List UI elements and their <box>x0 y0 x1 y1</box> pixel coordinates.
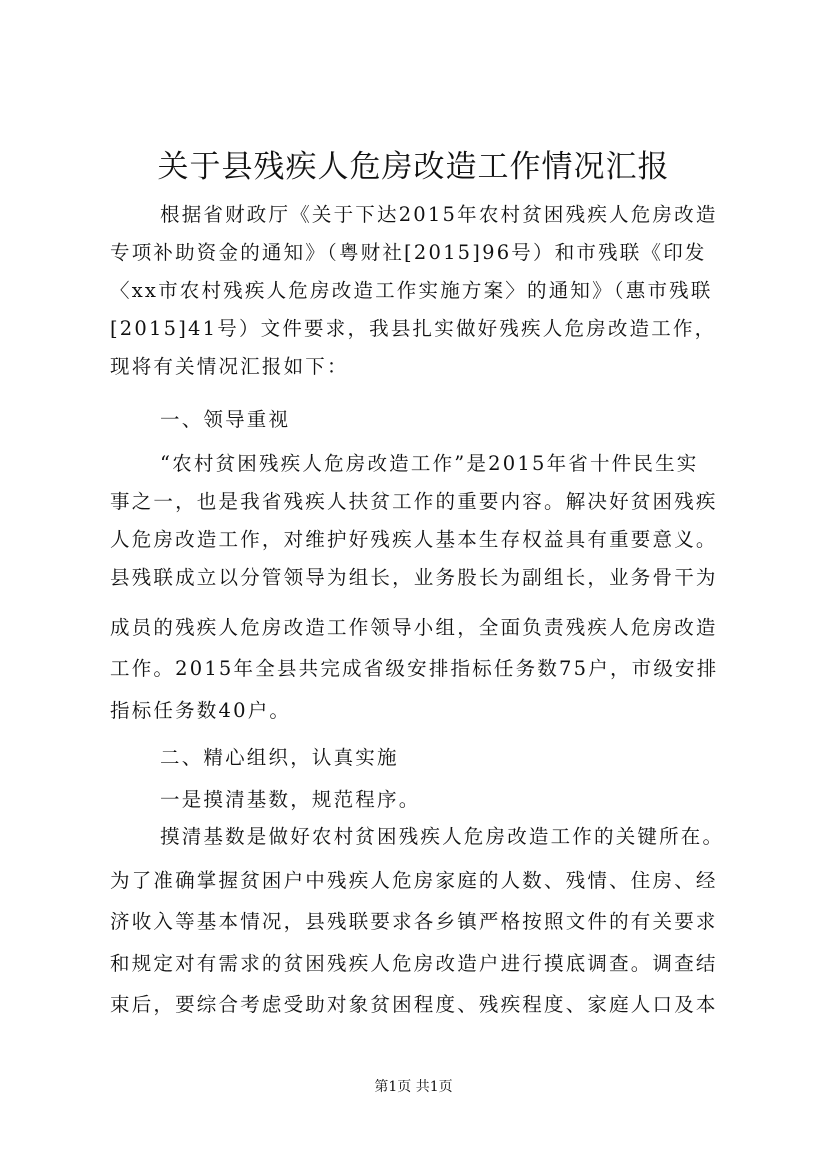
paragraph-line: 指标任务数40户。 <box>110 699 292 722</box>
paragraph-line: [2015]41号）文件要求，我县扎实做好残疾人危房改造工作， <box>110 317 717 340</box>
paragraph-line: 和规定对有需求的贫困残疾人危房改造户进行摸底调查。调查结 <box>110 952 718 975</box>
page-footer: 第1页 共1页 <box>374 1079 453 1095</box>
paragraph-line: 专项补助资金的通知》（粤财社[2015]96号）和市残联《印发 <box>110 241 707 264</box>
section-heading: 二、精心组织，认真实施 <box>160 746 399 769</box>
document-title: 关于县残疾人危房改造工作情况汇报 <box>157 149 670 185</box>
section-heading: 一、领导重视 <box>160 408 291 431</box>
paragraph-line: 束后，要综合考虑受助对象贫困程度、残疾程度、家庭人口及本 <box>110 993 718 1016</box>
paragraph-line: 人危房改造工作，对维护好残疾人基本生存权益具有重要意义。 <box>110 528 718 551</box>
paragraph-line: 工作。2015年全县共完成省级安排指标任务数75户，市级安排 <box>110 657 719 680</box>
paragraph-line: 县残联成立以分管领导为组长，业务股长为副组长，业务骨干为 <box>110 566 718 589</box>
paragraph-line: 摸清基数是做好农村贫困残疾人危房改造工作的关键所在。 <box>160 825 725 848</box>
paragraph-line: 现将有关情况汇报如下： <box>110 355 349 378</box>
paragraph-line: 事之一，也是我省残疾人扶贫工作的重要内容。解决好贫困残疾 <box>110 490 718 513</box>
paragraph-line: 根据省财政厅《关于下达2015年农村贫困残疾人危房改造 <box>160 203 718 226</box>
paragraph-line: 济收入等基本情况，县残联要求各乡镇严格按照文件的有关要求 <box>110 910 718 933</box>
paragraph-line: 成员的残疾人危房改造工作领导小组，全面负责残疾人危房改造 <box>110 616 718 639</box>
subsection-heading: 一是摸清基数，规范程序。 <box>160 788 421 811</box>
paragraph-line: 为了准确掌握贫困户中残疾人危房家庭的人数、残情、住房、经 <box>110 869 718 892</box>
paragraph-line: “农村贫困残疾人危房改造工作”是2015年省十件民生实 <box>160 452 699 475</box>
paragraph-line: 〈xx市农村残疾人危房改造工作实施方案〉的通知》（惠市残联 <box>110 279 713 302</box>
